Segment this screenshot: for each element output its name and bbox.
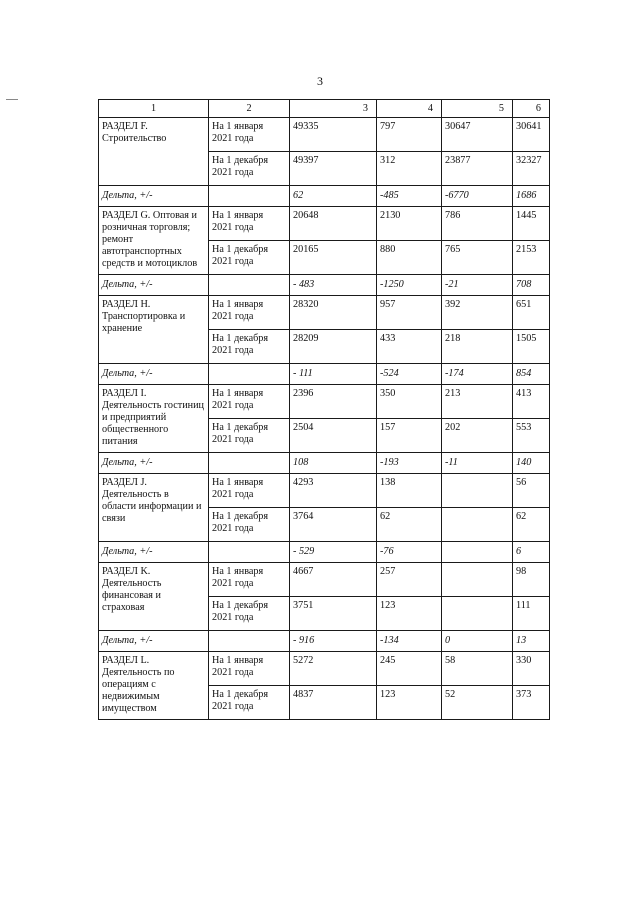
value-cell-6: 98: [513, 563, 550, 597]
delta-empty-cell: [209, 275, 290, 296]
period-label: На 1 января 2021 года: [209, 118, 290, 152]
value-cell-6: 553: [513, 419, 550, 453]
delta-label: Дельта, +/-: [99, 186, 209, 207]
delta-value-3: - 529: [290, 542, 377, 563]
value-cell-6: 32327: [513, 152, 550, 186]
value-cell-6: 330: [513, 652, 550, 686]
value-cell-6: 30641: [513, 118, 550, 152]
period-label: На 1 декабря 2021 года: [209, 241, 290, 275]
delta-value-6: 6: [513, 542, 550, 563]
value-cell-3: 3751: [290, 597, 377, 631]
delta-empty-cell: [209, 453, 290, 474]
page-number: 3: [317, 74, 323, 88]
value-cell-4: 2130: [377, 207, 442, 241]
value-cell-6: 2153: [513, 241, 550, 275]
period-label: На 1 января 2021 года: [209, 474, 290, 508]
delta-value-5: -11: [442, 453, 513, 474]
delta-value-3: - 111: [290, 364, 377, 385]
value-cell-3: 49335: [290, 118, 377, 152]
value-cell-6: 111: [513, 597, 550, 631]
value-cell-4: 797: [377, 118, 442, 152]
value-cell-3: 2504: [290, 419, 377, 453]
value-cell-6: 56: [513, 474, 550, 508]
period-label: На 1 января 2021 года: [209, 652, 290, 686]
period-label: На 1 декабря 2021 года: [209, 597, 290, 631]
delta-row: [99, 542, 550, 563]
value-cell-5: [442, 597, 513, 631]
delta-label: Дельта, +/-: [99, 453, 209, 474]
delta-value-6: 140: [513, 453, 550, 474]
delta-value-3: 62: [290, 186, 377, 207]
column-header-6: 6: [513, 100, 550, 118]
delta-value-5: -174: [442, 364, 513, 385]
value-cell-4: 157: [377, 419, 442, 453]
delta-empty-cell: [209, 186, 290, 207]
section-title: РАЗДЕЛ H. Транспортировка и хранение: [99, 296, 209, 364]
value-cell-3: 28209: [290, 330, 377, 364]
value-cell-4: 433: [377, 330, 442, 364]
value-cell-3: 4293: [290, 474, 377, 508]
delta-label: Дельта, +/-: [99, 275, 209, 296]
value-cell-4: 257: [377, 563, 442, 597]
value-cell-4: 123: [377, 597, 442, 631]
value-cell-5: 218: [442, 330, 513, 364]
value-cell-4: 957: [377, 296, 442, 330]
delta-row: [99, 453, 550, 474]
table-row: [99, 118, 550, 152]
value-cell-4: 123: [377, 686, 442, 720]
delta-value-6: 854: [513, 364, 550, 385]
value-cell-3: 3764: [290, 508, 377, 542]
delta-label: Дельта, +/-: [99, 542, 209, 563]
delta-value-6: 708: [513, 275, 550, 296]
period-label: На 1 декабря 2021 года: [209, 330, 290, 364]
delta-value-4: -524: [377, 364, 442, 385]
table-body: [99, 100, 550, 720]
section-title: РАЗДЕЛ K. Деятельность финансовая и страховая: [99, 563, 209, 631]
value-cell-5: [442, 474, 513, 508]
value-cell-4: 138: [377, 474, 442, 508]
table-row: [99, 474, 550, 508]
delta-value-6: 1686: [513, 186, 550, 207]
value-cell-4: 312: [377, 152, 442, 186]
period-label: На 1 декабря 2021 года: [209, 419, 290, 453]
value-cell-4: 350: [377, 385, 442, 419]
value-cell-6: 1505: [513, 330, 550, 364]
delta-row: [99, 186, 550, 207]
delta-value-4: -485: [377, 186, 442, 207]
table-row: [99, 563, 550, 597]
delta-value-5: -21: [442, 275, 513, 296]
delta-empty-cell: [209, 364, 290, 385]
value-cell-6: 1445: [513, 207, 550, 241]
delta-label: Дельта, +/-: [99, 631, 209, 652]
delta-empty-cell: [209, 631, 290, 652]
value-cell-3: 20165: [290, 241, 377, 275]
value-cell-6: 373: [513, 686, 550, 720]
period-label: На 1 января 2021 года: [209, 385, 290, 419]
delta-value-4: -193: [377, 453, 442, 474]
delta-value-5: [442, 542, 513, 563]
delta-value-3: - 483: [290, 275, 377, 296]
header-row: [99, 100, 550, 118]
value-cell-4: 245: [377, 652, 442, 686]
section-title: РАЗДЕЛ J. Деятельность в области информации и связи: [99, 474, 209, 542]
value-cell-4: 880: [377, 241, 442, 275]
delta-value-3: 108: [290, 453, 377, 474]
value-cell-5: 30647: [442, 118, 513, 152]
column-header-3: 3: [290, 100, 377, 118]
period-label: На 1 декабря 2021 года: [209, 152, 290, 186]
value-cell-3: 20648: [290, 207, 377, 241]
value-cell-5: 213: [442, 385, 513, 419]
period-label: На 1 января 2021 года: [209, 296, 290, 330]
value-cell-3: 28320: [290, 296, 377, 330]
delta-value-6: 13: [513, 631, 550, 652]
period-label: На 1 января 2021 года: [209, 207, 290, 241]
delta-value-4: -1250: [377, 275, 442, 296]
value-cell-5: 392: [442, 296, 513, 330]
table-row: [99, 296, 550, 330]
column-header-4: 4: [377, 100, 442, 118]
period-label: На 1 декабря 2021 года: [209, 508, 290, 542]
value-cell-5: 786: [442, 207, 513, 241]
margin-mark: [6, 99, 18, 100]
value-cell-5: 52: [442, 686, 513, 720]
delta-empty-cell: [209, 542, 290, 563]
delta-row: [99, 364, 550, 385]
value-cell-5: [442, 508, 513, 542]
delta-row: [99, 275, 550, 296]
value-cell-3: 5272: [290, 652, 377, 686]
table-row: [99, 207, 550, 241]
period-label: На 1 декабря 2021 года: [209, 686, 290, 720]
section-title: РАЗДЕЛ L. Деятельность по операциям с недвижимым имуществом: [99, 652, 209, 720]
delta-label: Дельта, +/-: [99, 364, 209, 385]
value-cell-3: 2396: [290, 385, 377, 419]
column-header-1: 1: [99, 100, 209, 118]
value-cell-5: 58: [442, 652, 513, 686]
value-cell-4: 62: [377, 508, 442, 542]
value-cell-6: 413: [513, 385, 550, 419]
section-title: РАЗДЕЛ I. Деятельность гостиниц и предприятий общественного питания: [99, 385, 209, 453]
period-label: На 1 января 2021 года: [209, 563, 290, 597]
delta-value-4: -76: [377, 542, 442, 563]
value-cell-6: 651: [513, 296, 550, 330]
value-cell-5: 765: [442, 241, 513, 275]
value-cell-3: 4667: [290, 563, 377, 597]
delta-value-3: - 916: [290, 631, 377, 652]
value-cell-3: 49397: [290, 152, 377, 186]
delta-row: [99, 631, 550, 652]
value-cell-5: [442, 563, 513, 597]
table-row: [99, 385, 550, 419]
value-cell-3: 4837: [290, 686, 377, 720]
statistics-table: [98, 99, 550, 720]
column-header-2: 2: [209, 100, 290, 118]
value-cell-6: 62: [513, 508, 550, 542]
section-title: РАЗДЕЛ F. Строительство: [99, 118, 209, 186]
delta-value-5: 0: [442, 631, 513, 652]
value-cell-5: 202: [442, 419, 513, 453]
column-header-5: 5: [442, 100, 513, 118]
value-cell-5: 23877: [442, 152, 513, 186]
section-title: РАЗДЕЛ G. Оптовая и розничная торговля; ремонт автотранспортных средств и мотоциклов: [99, 207, 209, 275]
table-row: [99, 652, 550, 686]
delta-value-4: -134: [377, 631, 442, 652]
delta-value-5: -6770: [442, 186, 513, 207]
